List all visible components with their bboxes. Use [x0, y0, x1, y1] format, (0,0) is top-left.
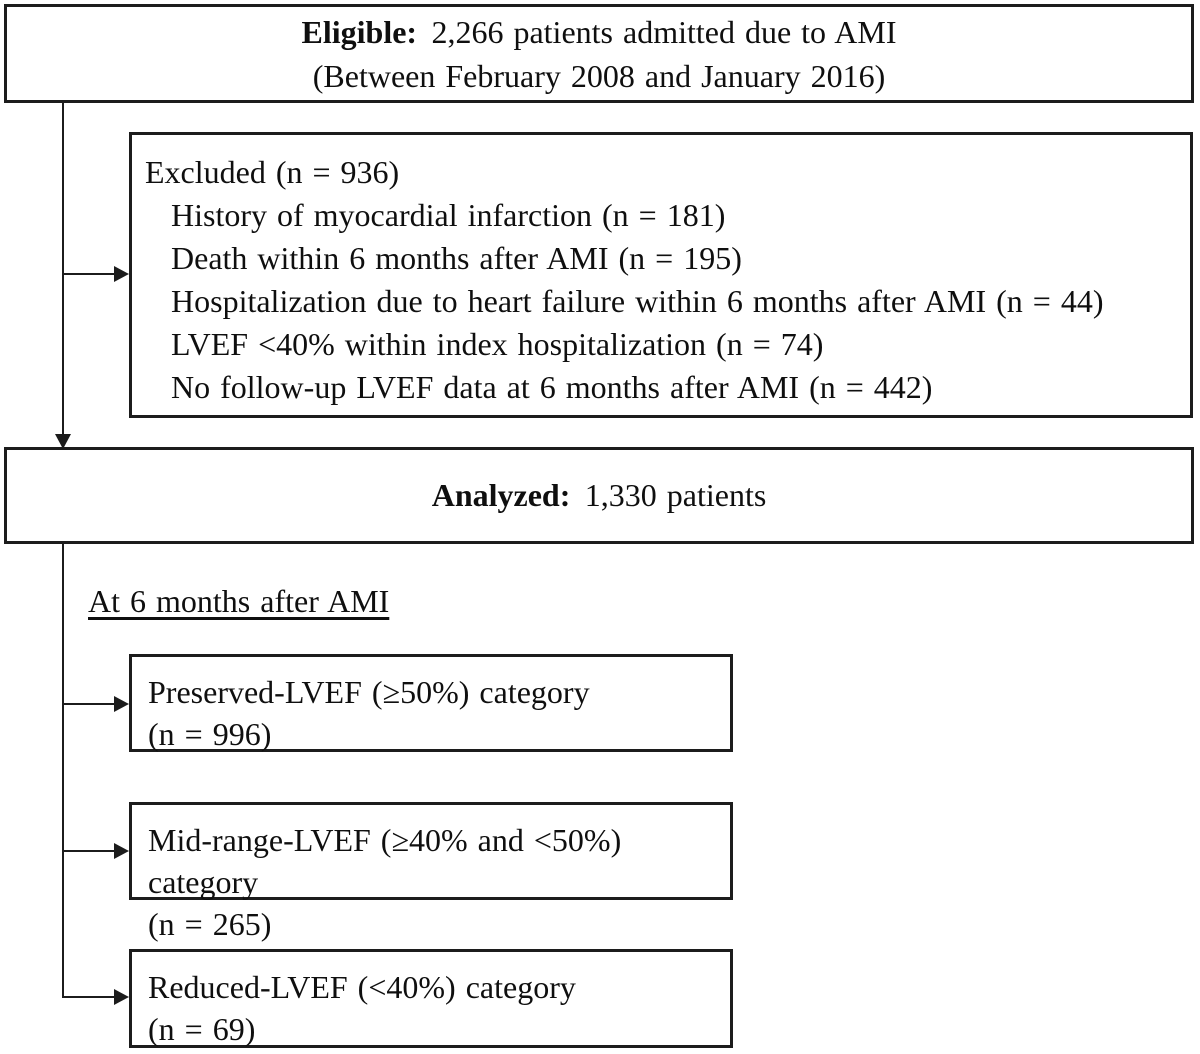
eligible-label: Eligible:: [301, 14, 418, 50]
excluded-item: No follow-up LVEF data at 6 months after AMI (n = 442): [171, 369, 933, 405]
analyzed-text: 1,330 patients: [584, 477, 767, 513]
excluded-item: Death within 6 months after AMI (n = 195): [171, 240, 742, 276]
timepoint-label: At 6 months after AMI: [88, 583, 390, 619]
excluded-item: History of myocardial infarction (n = 181): [171, 197, 726, 233]
connector-reduced: [63, 996, 116, 998]
arrow-right-icon: [114, 989, 129, 1005]
midrange-lvef-count: (n = 265): [148, 906, 272, 942]
eligible-box: [4, 4, 1194, 103]
reduced-lvef-count: (n = 69): [148, 1011, 256, 1047]
eligible-text: 2,266 patients admitted due to AMI: [431, 14, 897, 50]
arrow-right-icon: [114, 843, 129, 859]
midrange-lvef-box: [129, 802, 733, 942]
reduced-lvef-name: Reduced-LVEF (<40%) category: [148, 969, 576, 1005]
excluded-box: [129, 132, 1193, 418]
preserved-lvef-name: Preserved-LVEF (≥50%) category: [148, 674, 590, 710]
connector-excluded: [63, 273, 116, 275]
connector-eligible-analyzed: [62, 103, 64, 435]
arrow-right-icon: [114, 266, 129, 282]
connector-midrange: [63, 850, 116, 852]
excluded-item: LVEF <40% within index hospitalization (n = 74): [171, 326, 824, 362]
analyzed-label: Analyzed:: [431, 477, 571, 513]
excluded-item: Hospitalization due to heart failure within 6 months after AMI (n = 44): [171, 283, 1104, 319]
midrange-lvef-name: Mid-range-LVEF (≥40% and <50%) category: [148, 822, 622, 900]
connector-preserved: [63, 703, 116, 705]
analyzed-box: [4, 447, 1194, 544]
preserved-lvef-count: (n = 996): [148, 716, 272, 752]
arrow-right-icon: [114, 696, 129, 712]
eligible-line1: [7, 10, 1191, 54]
eligible-subtext: (Between February 2008 and January 2016): [312, 58, 886, 94]
preserved-lvef-box: [129, 654, 733, 752]
reduced-lvef-box: [129, 949, 733, 1048]
excluded-title: Excluded (n = 936): [145, 154, 400, 190]
connector-analyzed-categories: [62, 544, 64, 998]
